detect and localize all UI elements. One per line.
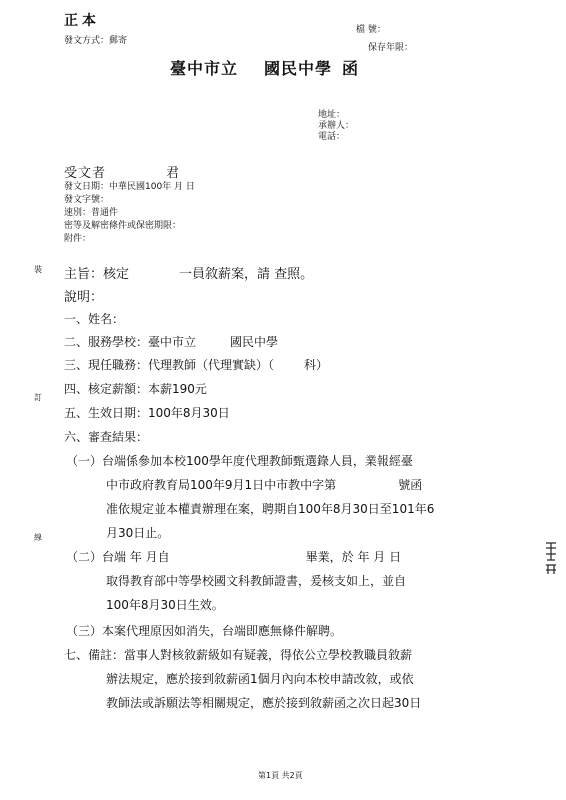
binding-mark-ding: 訂: [34, 393, 42, 402]
explanation-label: 說明：: [64, 290, 104, 305]
binding-mark-xian: 線: [34, 533, 42, 542]
review-2-line-1: [66, 548, 401, 565]
item-effective: 五、生效日期：100年8月30日: [64, 406, 230, 420]
review-1-line-1: （一）台端係參加本校100學年度代理教師甄選錄人員，業報經臺: [66, 454, 413, 468]
review-1-line-3: 准依規定並本權責辦理在案，聘期自100年8月30日至101年6: [106, 502, 435, 516]
classification: 密等及解密條件或保密期限：: [64, 221, 182, 231]
item-name: 一、姓名：: [64, 312, 125, 326]
item-review-label: 六、審查結果：: [64, 430, 149, 444]
review-2-line-2: 取得教育部中等學校國文科教師證書，爰核支如上，並自: [106, 574, 407, 588]
remarks-line-3: 教師法或訴願法等相關規定，應於接到敘薪函之次日起30日: [106, 696, 422, 710]
sender-address: 地址：: [318, 110, 346, 120]
item-school: [64, 333, 278, 350]
sender-info: [318, 110, 354, 143]
subject: [64, 263, 313, 282]
sender-contact: 承辦人：: [318, 121, 355, 131]
item-school-name: 國民中學: [230, 335, 279, 349]
item-position-suffix: 科）: [304, 358, 329, 372]
recipient-label: 受文者: [64, 166, 107, 181]
stamp-fragment-icon: [544, 540, 558, 576]
urgency: 速別：普通件: [64, 208, 119, 218]
attachments: 附件：: [64, 234, 92, 244]
document-number: 發文字號：: [64, 195, 110, 205]
remarks-line-1: 七、備註：當事人對核敘薪級如有疑義，得依公立學校教職員敘薪: [64, 648, 413, 662]
item-position-label: 三、現任職務：代理教師（代理實缺）（: [64, 358, 275, 372]
review-1-line-4: 月30日止。: [106, 526, 170, 540]
send-method: 發文方式：郵寄: [64, 36, 128, 46]
archive-number: 檔 號：: [356, 25, 386, 35]
subject-label: 主旨：核定: [64, 267, 130, 282]
page-number: 第1頁 共2頁: [258, 771, 303, 780]
copy-mark: 正本: [64, 13, 100, 29]
sender-phone: 電話：: [318, 132, 346, 142]
review-2-line-1a: （二）台端 年 月自: [66, 550, 170, 564]
retention-period: 保存年限：: [368, 43, 414, 53]
recipient: [64, 162, 180, 181]
review-2-line-1b: 畢業，於 年 月 日: [305, 550, 402, 564]
review-1-line-2: [106, 476, 422, 493]
item-school-label: 二、服務學校：臺中市立: [64, 335, 197, 349]
review-3: （三）本案代理原因如消失，台端即應無條件解聘。: [66, 624, 343, 638]
review-1-line-2b: 號函: [398, 478, 423, 492]
document-meta: [64, 181, 195, 246]
review-1-line-2a: 中市政府教育局100年9月1日中市教中字第: [106, 478, 337, 492]
item-position: [64, 356, 328, 373]
item-salary: 四、核定薪額：本薪190元: [64, 382, 207, 396]
recipient-suffix: 君: [166, 166, 181, 181]
review-2-line-3: 100年8月30日生效。: [106, 598, 224, 612]
document-title: [170, 56, 359, 79]
title-school: 國民中學: [264, 59, 333, 78]
title-type: 函: [342, 59, 360, 78]
subject-text: 一員敘薪案，請 查照。: [179, 267, 314, 282]
send-date: 發文日期：中華民國100年 月 日: [64, 182, 195, 192]
binding-mark-zhuang: 裝: [34, 265, 42, 274]
remarks-line-2: 辦法規定，應於接到敘薪函1個月內向本校申請改敘，或依: [106, 672, 414, 686]
title-city: 臺中市立: [170, 59, 239, 78]
